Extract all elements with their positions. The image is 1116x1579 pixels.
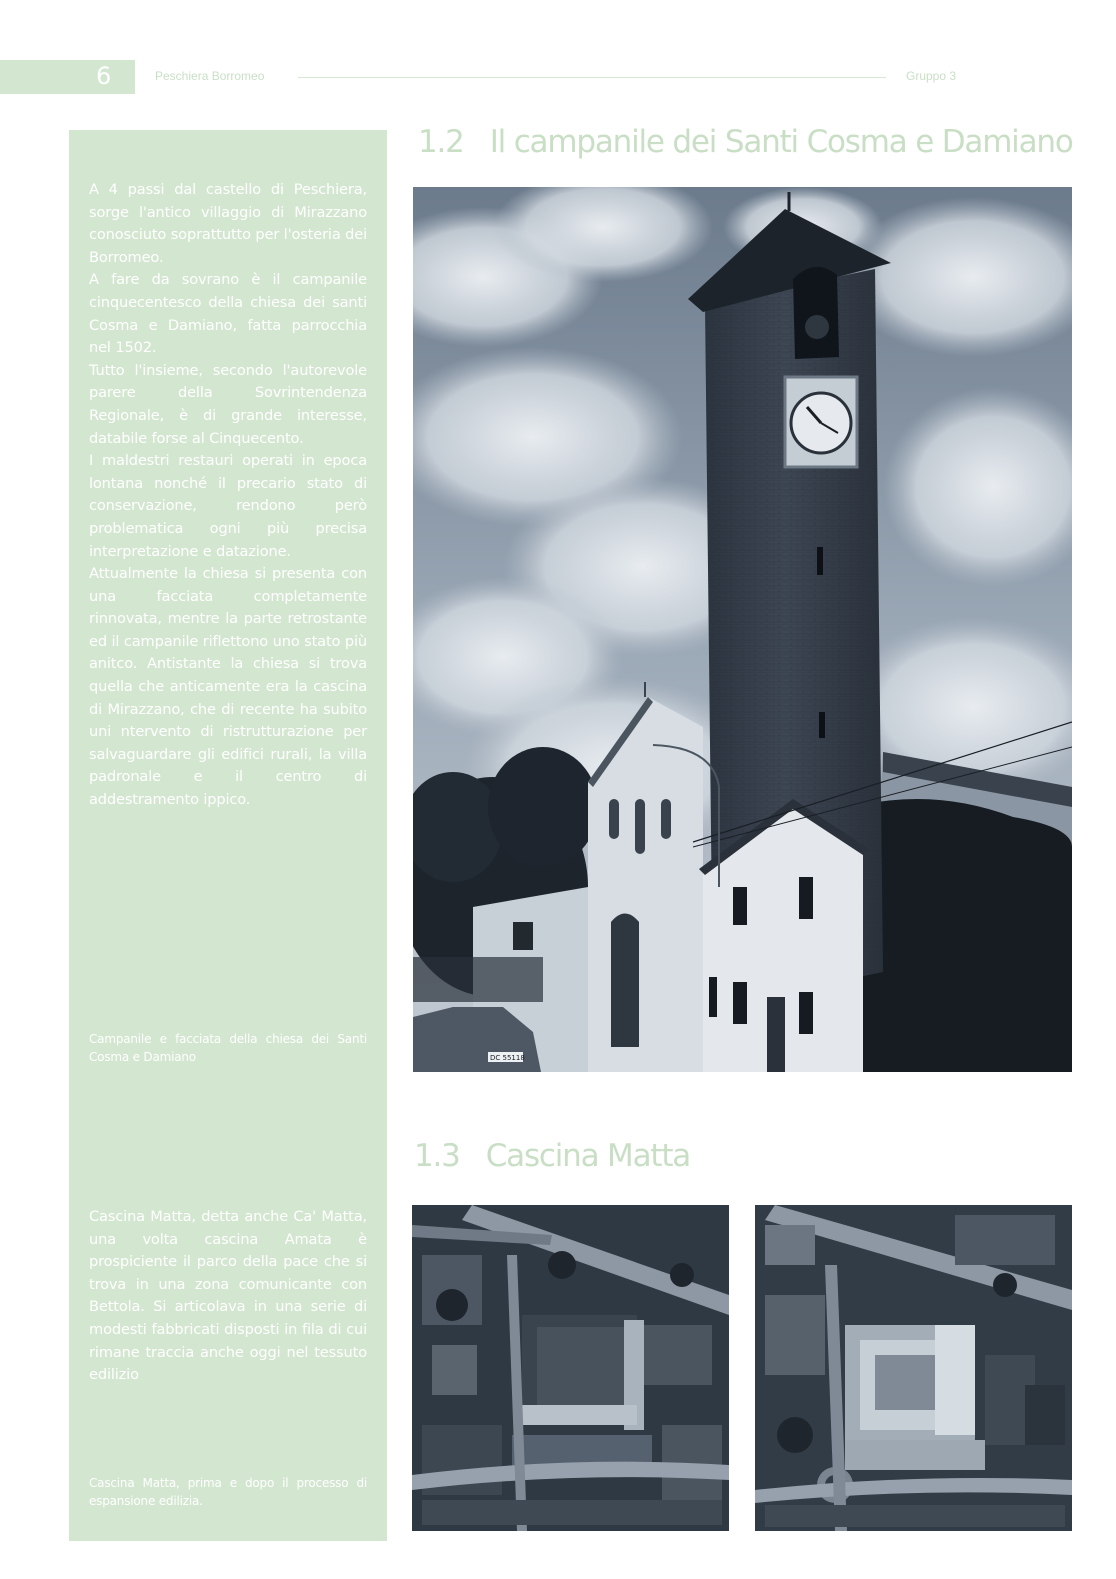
- church-bell-tower-photo: [413, 187, 1072, 1072]
- page-number: 6: [96, 62, 112, 90]
- aerial-photo-before: [412, 1205, 729, 1531]
- license-plate: DC 55118: [490, 1054, 525, 1062]
- page-number-tab: [0, 60, 135, 94]
- section-number: 1.3: [414, 1138, 460, 1174]
- section-1-2-text: [89, 179, 367, 812]
- paragraph: Tutto l'insieme, secondo l'autorevole parere della Sovrintendenza Regionale, è di grande interesse, databile forse al Cinquecento.: [89, 361, 367, 447]
- header-rule: [298, 77, 886, 78]
- paragraph: A fare da sovrano è il campanile cinquecentesco della chiesa dei santi Cosma e Damiano, fatta parrocchia nel 1502.: [89, 271, 367, 357]
- paragraph: I maldestri restauri operati in epoca lontana nonché il precario stato di conservazione, rendono però problematica ogni più precisa interpretazione e datazione.: [89, 452, 367, 560]
- running-title: Peschiera Borromeo: [155, 69, 265, 83]
- section-title-1-2: [418, 124, 1073, 160]
- paragraph: A 4 passi dal castello di Peschiera, sorge l'antico villaggio di Mirazzano conosciuto soprattutto per l'osteria dei Borromeo.: [89, 181, 367, 266]
- figure-caption-cascina: Cascina Matta, prima e dopo il processo di espansione edilizia.: [89, 1476, 367, 1508]
- section-1-3-text: [89, 1206, 367, 1387]
- figure-caption-campanile: Campanile e facciata della chiesa dei Santi Cosma e Damiano: [89, 1032, 367, 1064]
- section-heading: Cascina Matta: [485, 1138, 691, 1174]
- section-title-1-3: [414, 1138, 690, 1174]
- section-number: 1.2: [418, 124, 464, 160]
- aerial-photo-after: [755, 1205, 1072, 1531]
- section-heading: Il campanile dei Santi Cosma e Damiano: [489, 124, 1073, 160]
- paragraph: Cascina Matta, detta anche Ca' Matta, una volta cascina Amata è prospiciente il parco della pace che si trova in una zona comunicante con Bettola. Si articolava in una serie di modesti fabbricati disposti in fila di cui rimane traccia anche oggi nel tessuto edilizio: [89, 1208, 367, 1384]
- group-label: Gruppo 3: [906, 69, 957, 83]
- paragraph: Attualmente la chiesa si presenta con una facciata completamente rinnovata, mentre la parte retrostante ed il campanile riflettono uno stato più anitco. Antistante la chiesa si trova quella che anticamente era la cascina di Mirazzano, che di recente ha subito uni ntervento di ristrutturazione per salvaguardare gli edifici rurali, la villa padronale e il centro di addestramento ippico.: [89, 565, 367, 809]
